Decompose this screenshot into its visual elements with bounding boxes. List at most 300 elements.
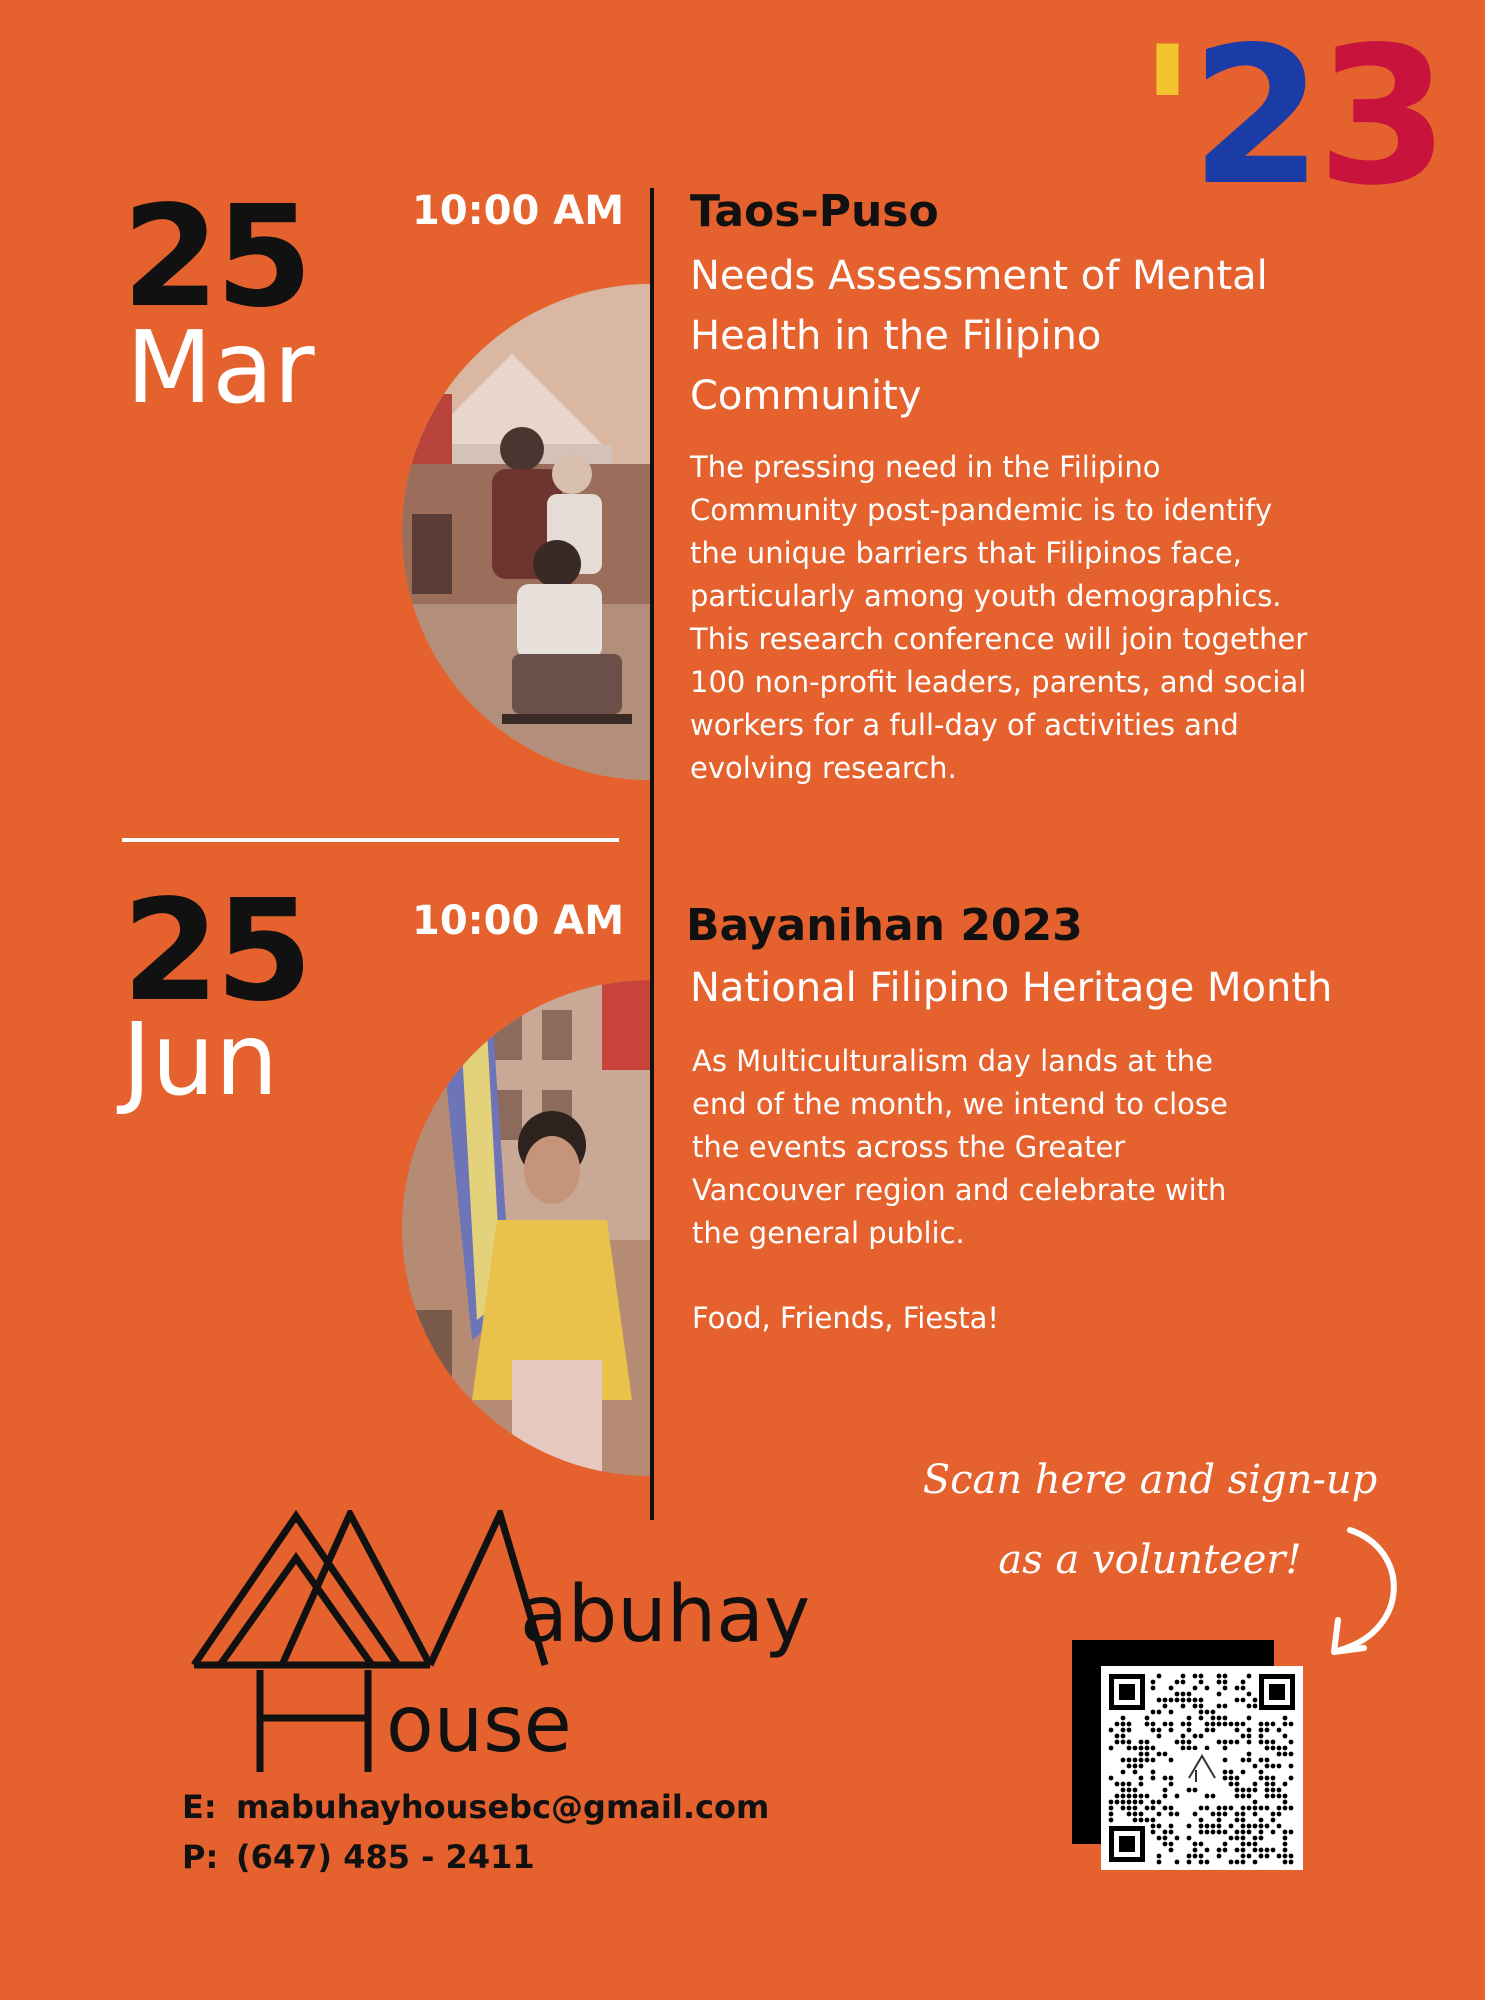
qr-module [1181, 1692, 1186, 1697]
event1-description-line: This research conference will join together [690, 622, 1308, 656]
qr-module [1253, 1698, 1258, 1703]
qr-module [1259, 1854, 1264, 1859]
qr-module [1145, 1752, 1150, 1757]
qr-module [1271, 1722, 1276, 1727]
qr-module [1235, 1686, 1240, 1691]
qr-module [1211, 1794, 1216, 1799]
qr-module [1217, 1704, 1222, 1709]
qr-module [1199, 1716, 1204, 1721]
qr-module [1145, 1794, 1150, 1799]
qr-module [1265, 1848, 1270, 1853]
qr-module [1253, 1812, 1258, 1817]
qr-module [1229, 1782, 1234, 1787]
qr-code[interactable] [1101, 1666, 1303, 1870]
qr-module [1217, 1716, 1222, 1721]
qr-module [1283, 1842, 1288, 1847]
qr-module [1181, 1740, 1186, 1745]
qr-module [1199, 1698, 1204, 1703]
qr-module [1151, 1758, 1156, 1763]
qr-module [1205, 1686, 1210, 1691]
qr-module [1253, 1842, 1258, 1847]
qr-module [1133, 1800, 1138, 1805]
qr-module [1223, 1770, 1228, 1775]
qr-module [1235, 1782, 1240, 1787]
qr-module [1259, 1734, 1264, 1739]
qr-module [1169, 1812, 1174, 1817]
qr-module [1289, 1776, 1294, 1781]
qr-module [1259, 1722, 1264, 1727]
event1-month: Mar [126, 309, 315, 426]
qr-module [1121, 1788, 1126, 1793]
qr-module [1223, 1812, 1228, 1817]
qr-module [1115, 1782, 1120, 1787]
qr-module [1247, 1728, 1252, 1733]
qr-module [1247, 1842, 1252, 1847]
qr-module [1115, 1740, 1120, 1745]
qr-module [1145, 1740, 1150, 1745]
qr-module [1187, 1740, 1192, 1745]
qr-module [1163, 1698, 1168, 1703]
qr-module [1145, 1746, 1150, 1751]
qr-module [1241, 1842, 1246, 1847]
qr-module [1139, 1800, 1144, 1805]
qr-module [1121, 1782, 1126, 1787]
qr-module [1241, 1824, 1246, 1829]
qr-module [1127, 1728, 1132, 1733]
qr-module [1283, 1806, 1288, 1811]
qr-module [1133, 1746, 1138, 1751]
qr-module [1223, 1716, 1228, 1721]
event2-day: 25 [122, 870, 309, 1033]
qr-module [1121, 1722, 1126, 1727]
qr-module [1247, 1734, 1252, 1739]
qr-module [1277, 1728, 1282, 1733]
qr-module [1187, 1854, 1192, 1859]
qr-module [1283, 1734, 1288, 1739]
qr-module [1247, 1674, 1252, 1679]
qr-module [1223, 1842, 1228, 1847]
qr-module [1133, 1818, 1138, 1823]
qr-module [1235, 1740, 1240, 1745]
qr-module [1217, 1740, 1222, 1745]
qr-module [1205, 1746, 1210, 1751]
qr-module [1247, 1704, 1252, 1709]
qr-module [1151, 1746, 1156, 1751]
qr-module [1229, 1836, 1234, 1841]
qr-module [1205, 1722, 1210, 1727]
qr-module [1169, 1830, 1174, 1835]
event1-description-line: particularly among youth demographics. [690, 579, 1282, 613]
qr-module [1193, 1746, 1198, 1751]
qr-module [1127, 1764, 1132, 1769]
event2-subtitle: National Filipino Heritage Month [690, 965, 1333, 1011]
qr-module [1181, 1680, 1186, 1685]
qr-module [1139, 1812, 1144, 1817]
qr-module [1115, 1794, 1120, 1799]
qr-module [1193, 1704, 1198, 1709]
email-link[interactable]: mabuhayhousebc@gmail.com [236, 1788, 770, 1826]
qr-module [1157, 1710, 1162, 1715]
event1-subtitle-line: Health in the Filipino [690, 313, 1102, 359]
qr-module [1223, 1776, 1228, 1781]
qr-module [1109, 1728, 1114, 1733]
qr-module [1217, 1848, 1222, 1853]
event1-title: Taos-Puso [690, 186, 939, 237]
qr-module [1289, 1806, 1294, 1811]
qr-module [1133, 1758, 1138, 1763]
qr-module [1181, 1734, 1186, 1739]
qr-module [1271, 1764, 1276, 1769]
qr-module [1199, 1860, 1204, 1865]
qr-module [1253, 1848, 1258, 1853]
qr-module [1265, 1854, 1270, 1859]
qr-module [1115, 1800, 1120, 1805]
qr-module [1157, 1674, 1162, 1679]
qr-module [1121, 1770, 1126, 1775]
qr-module [1247, 1716, 1252, 1721]
qr-module [1241, 1788, 1246, 1793]
year-digit-3: 3 [1316, 6, 1443, 227]
qr-module [1163, 1794, 1168, 1799]
qr-module [1121, 1728, 1126, 1733]
qr-module [1247, 1692, 1252, 1697]
qr-module [1193, 1842, 1198, 1847]
qr-module [1133, 1812, 1138, 1817]
qr-module [1265, 1806, 1270, 1811]
qr-module [1277, 1794, 1282, 1799]
qr-module [1259, 1776, 1264, 1781]
qr-module [1241, 1836, 1246, 1841]
qr-module [1121, 1734, 1126, 1739]
qr-code-icon [1101, 1666, 1303, 1870]
qr-module [1157, 1824, 1162, 1829]
qr-module [1241, 1698, 1246, 1703]
qr-module [1235, 1818, 1240, 1823]
event1-day: 25 [122, 176, 309, 339]
event1-subtitle-line: Needs Assessment of Mental [690, 253, 1268, 299]
qr-module [1139, 1782, 1144, 1787]
qr-module [1247, 1752, 1252, 1757]
qr-module [1145, 1818, 1150, 1823]
qr-module [1259, 1728, 1264, 1733]
qr-module [1229, 1806, 1234, 1811]
qr-module [1199, 1734, 1204, 1739]
qr-module [1217, 1830, 1222, 1835]
qr-module [1235, 1698, 1240, 1703]
qr-module [1265, 1794, 1270, 1799]
qr-module [1259, 1824, 1264, 1829]
qr-module [1151, 1824, 1156, 1829]
qr-module [1247, 1788, 1252, 1793]
qr-module [1217, 1854, 1222, 1859]
event2-description-line: As Multiculturalism day lands at the [692, 1044, 1214, 1078]
qr-module [1163, 1788, 1168, 1793]
event1-description-line: Community post-pandemic is to identify [690, 493, 1273, 527]
qr-module [1169, 1782, 1174, 1787]
qr-module [1265, 1758, 1270, 1763]
qr-module [1247, 1758, 1252, 1763]
qr-module [1139, 1794, 1144, 1799]
qr-module [1229, 1740, 1234, 1745]
qr-module [1163, 1776, 1168, 1781]
qr-module [1169, 1728, 1174, 1733]
qr-module [1187, 1716, 1192, 1721]
qr-module [1151, 1710, 1156, 1715]
qr-module [1193, 1674, 1198, 1679]
qr-module [1151, 1770, 1156, 1775]
qr-module [1169, 1710, 1174, 1715]
qr-module [1187, 1722, 1192, 1727]
qr-module [1241, 1770, 1246, 1775]
qr-module [1187, 1692, 1192, 1697]
qr-module [1217, 1806, 1222, 1811]
qr-module [1223, 1686, 1228, 1691]
qr-module [1253, 1800, 1258, 1805]
qr-module [1109, 1800, 1114, 1805]
qr-module [1175, 1680, 1180, 1685]
qr-module [1241, 1854, 1246, 1859]
qr-module [1289, 1860, 1294, 1865]
qr-module [1175, 1698, 1180, 1703]
qr-module [1247, 1806, 1252, 1811]
qr-module [1127, 1740, 1132, 1745]
qr-module [1193, 1812, 1198, 1817]
qr-module [1289, 1854, 1294, 1859]
qr-module [1205, 1860, 1210, 1865]
qr-module [1199, 1704, 1204, 1709]
qr-module [1283, 1854, 1288, 1859]
qr-module [1253, 1860, 1258, 1865]
event1-description-line: The pressing need in the Filipino [690, 450, 1161, 484]
qr-module [1271, 1848, 1276, 1853]
qr-module [1271, 1782, 1276, 1787]
qr-module [1115, 1734, 1120, 1739]
event2-photo [402, 980, 650, 1476]
qr-module [1277, 1752, 1282, 1757]
phone-link[interactable]: (647) 485 - 2411 [236, 1838, 535, 1876]
qr-module [1157, 1860, 1162, 1865]
qr-module [1151, 1686, 1156, 1691]
qr-module [1259, 1770, 1264, 1775]
qr-module [1217, 1812, 1222, 1817]
qr-module [1181, 1674, 1186, 1679]
qr-module [1193, 1848, 1198, 1853]
qr-module [1259, 1806, 1264, 1811]
phone-label: P: [182, 1838, 219, 1876]
qr-module [1127, 1800, 1132, 1805]
qr-module [1265, 1728, 1270, 1733]
qr-module [1289, 1740, 1294, 1745]
qr-module [1235, 1848, 1240, 1853]
qr-module [1211, 1722, 1216, 1727]
event2-description-line: the events across the Greater [692, 1130, 1126, 1164]
qr-module [1277, 1854, 1282, 1859]
qr-module [1187, 1836, 1192, 1841]
qr-module [1253, 1764, 1258, 1769]
qr-module [1127, 1806, 1132, 1811]
qr-module [1283, 1752, 1288, 1757]
qr-module [1193, 1734, 1198, 1739]
qr-module [1259, 1818, 1264, 1823]
cta-line: Scan here and sign-up [922, 1457, 1378, 1503]
qr-module [1217, 1818, 1222, 1823]
qr-module [1283, 1716, 1288, 1721]
year-mark [1138, 6, 1443, 227]
qr-module [1223, 1806, 1228, 1811]
logo-word-mabuhay: abuhay [520, 1570, 811, 1660]
qr-module [1283, 1830, 1288, 1835]
qr-module [1187, 1698, 1192, 1703]
qr-module [1169, 1698, 1174, 1703]
qr-module [1211, 1716, 1216, 1721]
qr-module [1241, 1812, 1246, 1817]
qr-module [1151, 1728, 1156, 1733]
qr-module [1139, 1764, 1144, 1769]
qr-module [1217, 1680, 1222, 1685]
qr-module [1283, 1794, 1288, 1799]
qr-module [1139, 1776, 1144, 1781]
qr-module [1127, 1794, 1132, 1799]
qr-module [1187, 1728, 1192, 1733]
qr-module [1139, 1746, 1144, 1751]
qr-module [1121, 1758, 1126, 1763]
qr-module [1283, 1800, 1288, 1805]
qr-module [1157, 1854, 1162, 1859]
qr-module [1241, 1680, 1246, 1685]
qr-module [1151, 1830, 1156, 1835]
event2-description-line: Vancouver region and celebrate with [692, 1173, 1227, 1207]
qr-module [1211, 1824, 1216, 1829]
qr-module [1133, 1764, 1138, 1769]
qr-module [1265, 1776, 1270, 1781]
event2-description-line: end of the month, we intend to close [692, 1087, 1228, 1121]
qr-module [1133, 1788, 1138, 1793]
timeline-vertical-divider [650, 188, 654, 1520]
qr-module [1157, 1800, 1162, 1805]
qr-module [1169, 1806, 1174, 1811]
qr-module [1241, 1860, 1246, 1865]
qr-module [1217, 1722, 1222, 1727]
qr-module [1133, 1770, 1138, 1775]
qr-module [1283, 1782, 1288, 1787]
qr-module [1289, 1830, 1294, 1835]
qr-module [1235, 1722, 1240, 1727]
qr-module [1127, 1722, 1132, 1727]
qr-module [1127, 1782, 1132, 1787]
event1-photo [402, 284, 650, 780]
mabuhay-house-logo [190, 1510, 850, 1780]
qr-module [1217, 1824, 1222, 1829]
qr-module [1199, 1680, 1204, 1685]
qr-module [1175, 1860, 1180, 1865]
qr-module [1145, 1806, 1150, 1811]
qr-module [1271, 1818, 1276, 1823]
qr-module [1247, 1794, 1252, 1799]
qr-module [1181, 1698, 1186, 1703]
qr-module [1265, 1782, 1270, 1787]
qr-module [1187, 1860, 1192, 1865]
qr-module [1139, 1818, 1144, 1823]
qr-module [1109, 1818, 1114, 1823]
event2-time: 10:00 AM [412, 898, 625, 944]
qr-module [1193, 1854, 1198, 1859]
qr-module [1193, 1788, 1198, 1793]
qr-module [1121, 1740, 1126, 1745]
qr-module [1247, 1740, 1252, 1745]
qr-module [1235, 1860, 1240, 1865]
qr-module [1169, 1722, 1174, 1727]
qr-module [1259, 1848, 1264, 1853]
qr-module [1277, 1788, 1282, 1793]
qr-module [1253, 1788, 1258, 1793]
qr-module [1175, 1812, 1180, 1817]
qr-module [1241, 1758, 1246, 1763]
qr-module [1253, 1782, 1258, 1787]
qr-module [1283, 1860, 1288, 1865]
qr-module [1157, 1728, 1162, 1733]
qr-module [1205, 1848, 1210, 1853]
qr-module [1205, 1806, 1210, 1811]
qr-module [1223, 1674, 1228, 1679]
qr-module [1211, 1710, 1216, 1715]
qr-module [1127, 1746, 1132, 1751]
qr-module [1145, 1716, 1150, 1721]
qr-module [1187, 1824, 1192, 1829]
qr-module [1235, 1830, 1240, 1835]
qr-module [1163, 1752, 1168, 1757]
qr-module [1181, 1746, 1186, 1751]
qr-module [1283, 1746, 1288, 1751]
qr-module [1259, 1758, 1264, 1763]
qr-module [1277, 1764, 1282, 1769]
qr-module [1265, 1764, 1270, 1769]
qr-module [1175, 1836, 1180, 1841]
qr-module [1193, 1686, 1198, 1691]
qr-module [1121, 1716, 1126, 1721]
qr-module [1175, 1794, 1180, 1799]
qr-module [1181, 1704, 1186, 1709]
qr-module [1265, 1824, 1270, 1829]
event1-subtitle-line: Community [690, 373, 922, 419]
qr-module [1247, 1830, 1252, 1835]
qr-module [1205, 1728, 1210, 1733]
qr-module [1145, 1722, 1150, 1727]
qr-module [1217, 1674, 1222, 1679]
qr-module [1259, 1740, 1264, 1745]
qr-module [1163, 1722, 1168, 1727]
qr-module [1121, 1800, 1126, 1805]
logo-word-house: ouse [386, 1680, 572, 1770]
qr-module [1223, 1746, 1228, 1751]
qr-module [1175, 1740, 1180, 1745]
qr-module [1271, 1794, 1276, 1799]
qr-module [1259, 1836, 1264, 1841]
qr-module [1241, 1818, 1246, 1823]
qr-module [1241, 1794, 1246, 1799]
qr-module [1289, 1764, 1294, 1769]
event1-time: 10:00 AM [412, 188, 625, 234]
qr-module [1157, 1734, 1162, 1739]
qr-module [1271, 1746, 1276, 1751]
qr-module [1265, 1740, 1270, 1745]
curved-arrow-icon [1320, 1520, 1410, 1660]
event2-title: Bayanihan 2023 [686, 900, 1083, 951]
volunteer-cta [920, 1440, 1380, 1600]
qr-module [1223, 1704, 1228, 1709]
event2-month: Jun [122, 1001, 279, 1118]
qr-module [1271, 1776, 1276, 1781]
event1-description-line: 100 non-profit leaders, parents, and social [690, 665, 1307, 699]
